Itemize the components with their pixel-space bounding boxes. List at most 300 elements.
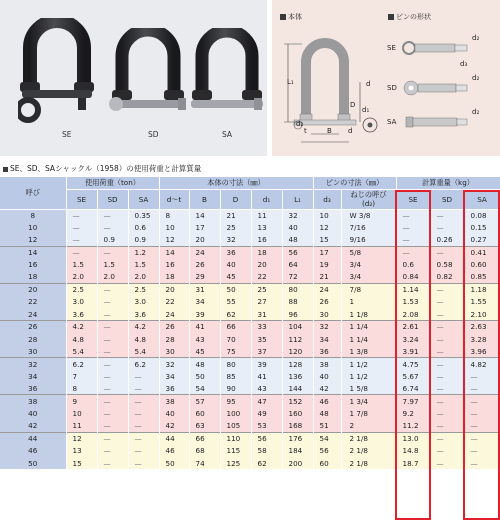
cell-load: 11 [66,420,97,432]
cell-dim: 24 [159,308,189,320]
cell-load: — [97,407,128,419]
cell-pin-thread: 2 1/8 [341,444,396,456]
cell-dim: 10 [159,221,189,233]
cell-dim: 20 [251,259,282,271]
cell-mass: 2.10 [464,308,500,320]
cell-dim: 17 [189,221,220,233]
cell-mass: 2.61 [396,321,430,333]
cell-dim: 34 [189,296,220,308]
dim-label-b: B [327,127,332,135]
cell-load: — [97,283,128,295]
cell-dim: 40 [159,407,189,419]
cell-load: 7 [66,370,97,382]
cell-dim: 12 [159,234,189,246]
cell-load: — [97,432,128,444]
cell-dim: 24 [189,246,220,258]
cell-pin-d3: 12 [313,221,341,233]
cell-load: 13 [66,444,97,456]
cell-pin-thread: 1 7/8 [341,407,396,419]
subheader-dim-3: d₁ [251,189,282,209]
cell-load: 4.8 [66,333,97,345]
subheader-load-1: SD [97,189,128,209]
cell-dim: 70 [220,333,251,345]
cell-mass: — [430,420,464,432]
cell-pin-thread: 7/8 [341,283,396,295]
cell-pin-d3: 15 [313,234,341,246]
cell-dim: 128 [282,358,313,370]
cell-mass: — [430,209,464,221]
cell-load: — [66,209,97,221]
cell-mass: — [464,407,500,419]
cell-load: 6.2 [66,358,97,370]
cell-load: 2.5 [128,283,159,295]
cell-load: 1.5 [66,259,97,271]
cell-mass: 2.63 [464,321,500,333]
subheader-dim-1: B [189,189,220,209]
cell-load: — [128,420,159,432]
cell-dim: 74 [189,457,220,469]
table-row [0,432,500,444]
subheader-load-0: SE [66,189,97,209]
cell-mass: 0.08 [464,209,500,221]
table-row [0,444,500,456]
cell-load: 15 [66,457,97,469]
cell-dim: 45 [220,271,251,283]
cell-dim: 27 [251,296,282,308]
cell-load: 1.5 [128,259,159,271]
cell-pin-d3: 60 [313,457,341,469]
cell-mass: — [464,432,500,444]
cell-load: 0.6 [128,221,159,233]
table-row [0,395,500,407]
cell-call: 28 [0,333,66,345]
cell-dim: 31 [251,308,282,320]
cell-mass: 0.15 [464,221,500,233]
cell-dim: 18 [159,271,189,283]
cell-dim: 184 [282,444,313,456]
cell-mass: 0.41 [464,246,500,258]
cell-pin-thread: 1 [341,296,396,308]
cell-load: 8 [66,382,97,394]
cell-load: 3.0 [128,296,159,308]
cell-dim: 168 [282,420,313,432]
cell-dim: 11 [251,209,282,221]
cell-dim: 36 [159,382,189,394]
subheader-pin-0: d₃ [313,189,341,209]
cell-dim: 26 [159,321,189,333]
cell-dim: 43 [189,333,220,345]
cell-load: 1.2 [128,246,159,258]
cell-mass: — [396,246,430,258]
cell-pin-d3: 10 [313,209,341,221]
cell-pin-d3: 42 [313,382,341,394]
shackle-sa-photo [190,28,264,128]
cell-mass: 4.75 [396,358,430,370]
cell-load: 4.8 [128,333,159,345]
cell-load: 0.9 [128,234,159,246]
cell-mass: — [430,444,464,456]
cell-dim: 32 [282,209,313,221]
table-row [0,246,500,258]
cell-dim: 50 [189,370,220,382]
cell-load: — [128,407,159,419]
cell-pin-d3: 34 [313,333,341,345]
cell-load: — [97,457,128,469]
cell-load: — [97,444,128,456]
pin-type-sd: SD [387,84,397,92]
table-row [0,345,500,357]
cell-dim: 8 [159,209,189,221]
cell-dim: 66 [189,432,220,444]
cell-pin-thread: 7/16 [341,221,396,233]
cell-dim: 66 [220,321,251,333]
cell-call: 22 [0,296,66,308]
cell-dim: 105 [220,420,251,432]
cell-call: 24 [0,308,66,320]
cell-load: — [97,308,128,320]
dim-label-dd: D [350,101,356,109]
cell-mass: — [430,221,464,233]
table-row [0,221,500,233]
cell-dim: 16 [251,234,282,246]
cell-mass: 0.85 [464,271,500,283]
cell-dim: 80 [282,283,313,295]
cell-dim: 33 [251,321,282,333]
cell-load: — [97,209,128,221]
subheader-mass-2: SA [464,189,500,209]
cell-call: 38 [0,395,66,407]
cell-dim: 63 [189,420,220,432]
cell-pin-d3: 56 [313,444,341,456]
cell-dim: 43 [251,382,282,394]
subheader-dim-4: L₁ [282,189,313,209]
cell-dim: 144 [282,382,313,394]
table-row [0,308,500,320]
cell-dim: 22 [251,271,282,283]
cell-load: 10 [66,407,97,419]
cell-call: 42 [0,420,66,432]
dim-label-d-lower: d [366,80,371,88]
cell-dim: 37 [251,345,282,357]
cell-dim: 152 [282,395,313,407]
dim-label-l1: L₁ [287,78,294,86]
table-row [0,271,500,283]
cell-mass: — [430,296,464,308]
dim-label-t: t [304,127,307,135]
cell-pin-thread: 2 1/8 [341,432,396,444]
pin-sd-label-d2: d₂ [472,74,480,82]
cell-pin-thread: 1 1/4 [341,333,396,345]
subheader-dim-0: d〜t [159,189,189,209]
cell-mass: 0.27 [464,234,500,246]
cell-mass: 1.14 [396,283,430,295]
cell-mass: — [430,358,464,370]
cell-pin-d3: 17 [313,246,341,258]
pin-sd-drawing [402,78,472,98]
cell-pin-d3: 51 [313,420,341,432]
cell-mass: 3.96 [464,345,500,357]
cell-dim: 28 [159,333,189,345]
pin-se-label-d3: d₃ [460,60,468,68]
body-diagram-title: 本体 [280,12,302,22]
cell-dim: 68 [189,444,220,456]
cell-dim: 58 [251,444,282,456]
table-row [0,370,500,382]
cell-load: 5.4 [66,345,97,357]
cell-mass: 0.84 [396,271,430,283]
cell-load: — [66,221,97,233]
cell-dim: 44 [159,432,189,444]
cell-dim: 48 [189,358,220,370]
cell-mass: — [430,407,464,419]
cell-load: 0.35 [128,209,159,221]
cell-dim: 54 [189,382,220,394]
table-row [0,209,500,221]
photo-caption-se: SE [62,130,72,139]
cell-dim: 32 [220,234,251,246]
cell-call: 16 [0,259,66,271]
cell-dim: 120 [282,345,313,357]
table-row [0,382,500,394]
header-load-group: 使用荷重（ton） [66,177,159,189]
cell-dim: 200 [282,457,313,469]
cell-mass: — [464,395,500,407]
cell-mass: — [430,382,464,394]
cell-mass: 0.58 [430,259,464,271]
subheader-pin-1: ねじの呼び (d₂) [341,189,396,209]
cell-pin-thread: 2 1/8 [341,457,396,469]
cell-mass: — [430,370,464,382]
dimension-diagram-panel [272,0,500,156]
cell-call: 30 [0,345,66,357]
cell-call: 34 [0,370,66,382]
cell-mass: — [464,382,500,394]
cell-pin-d3: 19 [313,259,341,271]
cell-dim: 176 [282,432,313,444]
cell-pin-thread: 1 5/8 [341,382,396,394]
cell-dim: 39 [251,358,282,370]
cell-pin-thread: 9/16 [341,234,396,246]
cell-mass: — [430,246,464,258]
cell-call: 40 [0,407,66,419]
cell-dim: 16 [159,259,189,271]
cell-load: 6.2 [128,358,159,370]
cell-dim: 31 [189,283,220,295]
cell-dim: 62 [251,457,282,469]
cell-load: 2.0 [66,271,97,283]
cell-load: 3.6 [66,308,97,320]
cell-load: — [66,246,97,258]
table-row [0,234,500,246]
pin-sa-drawing [402,112,472,132]
cell-mass: 0.26 [430,234,464,246]
subheader-dim-2: D [220,189,251,209]
cell-load: — [97,321,128,333]
cell-mass: — [464,420,500,432]
cell-pin-d3: 30 [313,308,341,320]
cell-dim: 29 [189,271,220,283]
cell-dim: 49 [251,407,282,419]
cell-dim: 62 [220,308,251,320]
cell-call: 10 [0,221,66,233]
cell-dim: 22 [159,296,189,308]
cell-call: 18 [0,271,66,283]
cell-pin-thread: 1 3/8 [341,345,396,357]
cell-load: 2.5 [66,283,97,295]
pin-sa-label-d2: d₂ [472,108,480,116]
cell-load: — [128,382,159,394]
cell-pin-thread: 1 1/2 [341,370,396,382]
cell-pin-d3: 21 [313,271,341,283]
cell-mass: 4.82 [464,358,500,370]
cell-pin-thread: 1 1/4 [341,321,396,333]
cell-pin-thread: 1 1/2 [341,358,396,370]
table-row [0,321,500,333]
table-row [0,283,500,295]
cell-dim: 14 [189,209,220,221]
cell-dim: 39 [189,308,220,320]
cell-mass: 0.60 [464,259,500,271]
cell-mass: — [430,308,464,320]
cell-mass: — [396,209,430,221]
cell-load: — [97,420,128,432]
cell-dim: 14 [159,246,189,258]
cell-pin-d3: 24 [313,283,341,295]
cell-load: 3.0 [66,296,97,308]
cell-load: 12 [66,432,97,444]
cell-pin-thread: 3/4 [341,271,396,283]
cell-mass: 1.53 [396,296,430,308]
cell-load: 2.0 [97,271,128,283]
cell-load: 3.6 [128,308,159,320]
cell-pin-thread: 1 3/4 [341,395,396,407]
cell-pin-thread: W 3/8 [341,209,396,221]
cell-pin-thread: 5/8 [341,246,396,258]
dim-label-d: d [348,127,353,135]
cell-pin-d3: 46 [313,395,341,407]
cell-dim: 48 [282,234,313,246]
cell-load: 5.4 [128,345,159,357]
subheader-mass-1: SD [430,189,464,209]
cell-mass: 18.7 [396,457,430,469]
cell-call: 46 [0,444,66,456]
cell-dim: 104 [282,321,313,333]
cell-load: — [97,333,128,345]
cell-dim: 96 [282,308,313,320]
cell-pin-d3: 40 [313,370,341,382]
cell-mass: 0.82 [430,271,464,283]
cell-mass: 6.74 [396,382,430,394]
cell-dim: 53 [251,420,282,432]
cell-dim: 95 [220,395,251,407]
cell-mass: — [396,234,430,246]
cell-dim: 125 [220,457,251,469]
cell-pin-d3: 48 [313,407,341,419]
spec-table [0,177,500,469]
cell-mass: 3.91 [396,345,430,357]
dim-label-d2: d₂ [296,120,304,128]
cell-dim: 32 [159,358,189,370]
table-row [0,259,500,271]
cell-mass: 11.2 [396,420,430,432]
cell-call: 12 [0,234,66,246]
cell-load: — [97,296,128,308]
cell-dim: 56 [251,432,282,444]
subheader-load-2: SA [128,189,159,209]
photo-caption-sd: SD [148,130,159,139]
cell-dim: 20 [159,283,189,295]
cell-pin-d3: 36 [313,345,341,357]
cell-load: 9 [66,395,97,407]
cell-mass: 14.8 [396,444,430,456]
cell-call: 50 [0,457,66,469]
cell-load: 2.0 [128,271,159,283]
cell-load: 1.5 [97,259,128,271]
cell-dim: 25 [220,221,251,233]
section-title: SE、SD、SAシャックル（1958）の使用荷重と計算質量 [3,163,201,174]
table-row [0,420,500,432]
cell-load: — [97,370,128,382]
subheader-mass-0: SE [396,189,430,209]
cell-load: — [97,382,128,394]
cell-dim: 72 [282,271,313,283]
cell-pin-d3: 32 [313,321,341,333]
cell-dim: 35 [251,333,282,345]
cell-mass: — [430,345,464,357]
cell-dim: 42 [159,420,189,432]
cell-mass: 3.24 [396,333,430,345]
table-row [0,333,500,345]
cell-pin-d3: 26 [313,296,341,308]
header-pin-group: ピンの寸法（㎜） [313,177,396,189]
pin-type-se: SE [387,44,396,52]
cell-load: — [128,432,159,444]
cell-mass: 13.0 [396,432,430,444]
cell-dim: 21 [220,209,251,221]
cell-call: 44 [0,432,66,444]
cell-dim: 38 [159,395,189,407]
cell-dim: 41 [251,370,282,382]
cell-pin-d3: 38 [313,358,341,370]
cell-mass: — [430,283,464,295]
table-row [0,358,500,370]
cell-dim: 57 [189,395,220,407]
table-row [0,407,500,419]
cell-mass: — [464,370,500,382]
cell-pin-thread: 2 [341,420,396,432]
cell-mass: — [430,321,464,333]
cell-dim: 50 [159,457,189,469]
cell-mass: 0.6 [396,259,430,271]
cell-load: — [97,358,128,370]
cell-mass: 1.55 [464,296,500,308]
cell-mass: 5.67 [396,370,430,382]
cell-pin-d3: 54 [313,432,341,444]
cell-call: 20 [0,283,66,295]
cell-dim: 40 [220,259,251,271]
cell-mass: 1.18 [464,283,500,295]
cell-load: 4.2 [128,321,159,333]
cell-call: 36 [0,382,66,394]
cell-mass: 7.97 [396,395,430,407]
pin-shape-title: ピンの形状 [388,12,431,22]
cell-load: — [97,345,128,357]
cell-dim: 20 [189,234,220,246]
cell-dim: 88 [282,296,313,308]
cell-dim: 136 [282,370,313,382]
cell-load: — [66,234,97,246]
cell-dim: 64 [282,259,313,271]
